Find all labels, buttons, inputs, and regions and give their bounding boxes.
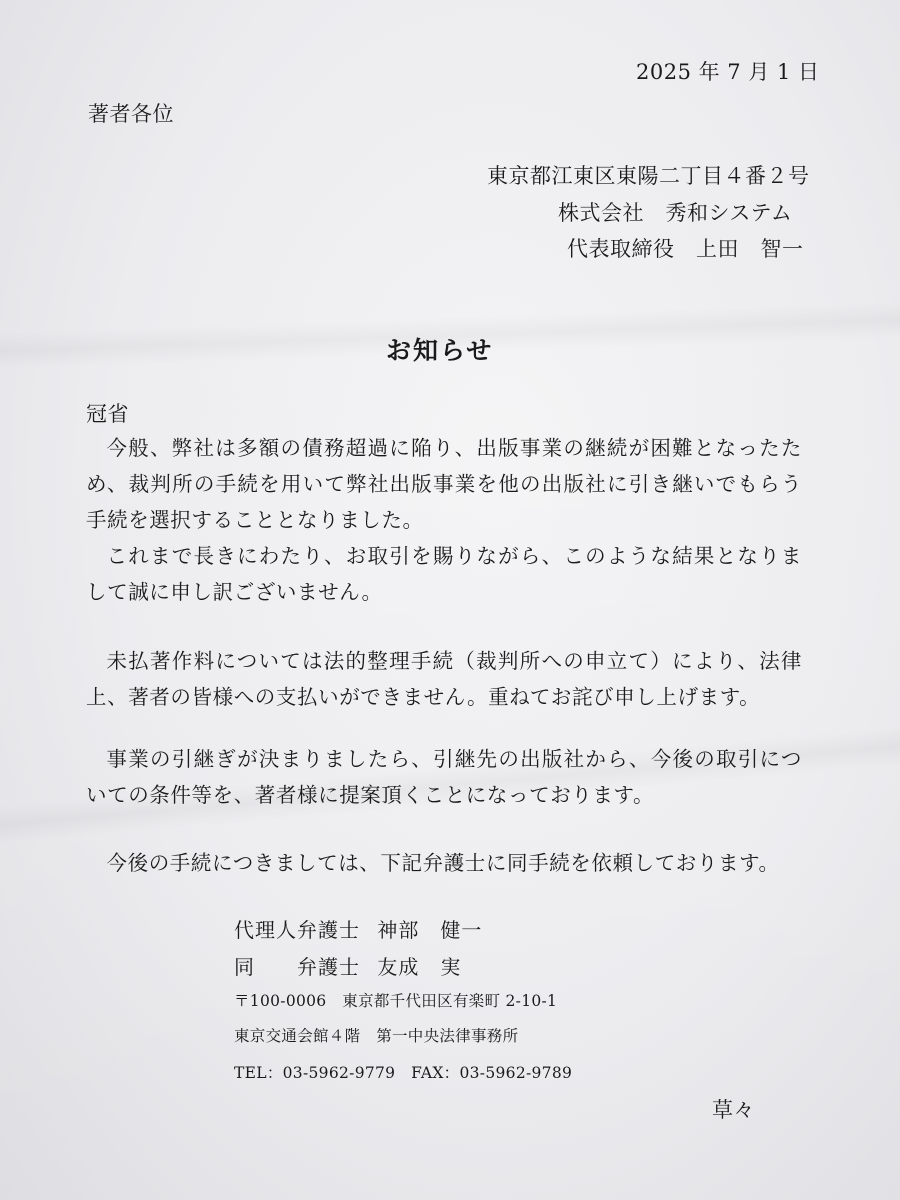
sender-address: 東京都江東区東陽二丁目４番２号 (487, 164, 810, 188)
office-contact: TEL：03-5962-9779 FAX：03-5962-9789 (234, 1064, 573, 1082)
paragraph-block-2 (86, 643, 802, 715)
office-building: 東京交通会館４階 第一中央法律事務所 (234, 1027, 519, 1045)
lawyer-name: 友成 実 (377, 955, 462, 979)
sender-company: 株式会社 秀和システム (558, 201, 793, 225)
salutation: 冠省 (86, 402, 129, 426)
paragraph-1: 今般、弊社は多額の債務超過に陥り、出版事業の継続が困難となったため、裁判所の手続を用いて弊社出版事業を他の出版社に引き継いでもらう手続を選択することとなりました。 (86, 436, 802, 532)
paragraph-3: 未払著作料については法的整理手続（裁判所への申立て）により、法律上、著者の皆様への支払いができません。重ねてお詫び申し上げます。 (86, 649, 802, 709)
notice-title: お知らせ (386, 336, 494, 365)
paragraph-block-1 (86, 430, 802, 610)
lawyer-role: 同 弁護士 (234, 955, 360, 979)
sender-representative: 代表取締役 上田 智一 (567, 237, 804, 261)
paragraph-block-4 (86, 845, 802, 881)
letter-date: 2025 年 7 月 1 日 (636, 60, 820, 84)
lawyer-row-2 (234, 957, 461, 977)
lawyer-role: 代理人弁護士 (234, 918, 360, 942)
paragraph-2: これまで長きにわたり、お取引を賜りながら、このような結果となりまして誠に申し訳ございません。 (86, 544, 802, 604)
paragraph-4: 事業の引継ぎが決まりましたら、引継先の出版社から、今後の取引についての条件等を、著者様に提案頂くことになっております。 (86, 747, 802, 807)
lawyer-row-1 (234, 920, 482, 940)
office-postal-address: 〒100-0006 東京都千代田区有楽町 2-10-1 (234, 992, 558, 1010)
closing-word: 草々 (712, 1098, 755, 1122)
paragraph-5: 今後の手続につきましては、下記弁護士に同手続を依頼しております。 (106, 851, 780, 875)
paragraph-block-3 (86, 741, 802, 813)
addressee: 著者各位 (88, 102, 174, 126)
lawyer-name: 神部 健一 (377, 918, 483, 942)
